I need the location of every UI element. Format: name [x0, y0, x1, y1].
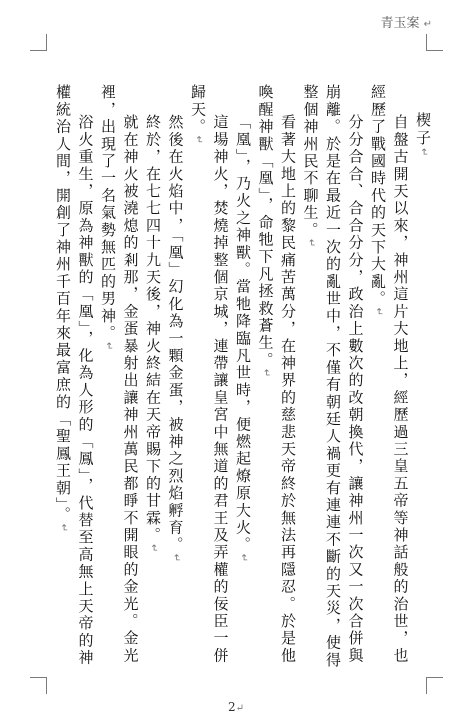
paragraph-mark-icon: ↵	[235, 703, 245, 714]
paragraph: 分分合合、合合分分，政治上數次的改朝換代，讓神州一次又一次合併與崩離。於是在最近一次的亂世中，不僅有朝廷人禍更有連連不斷的天災，使得整個神州民不聊生。↵	[301, 84, 365, 669]
paragraph: 然後在火焰中，「凰」幻化為一顆金蛋，被神之烈焰孵育。↵	[166, 114, 185, 565]
paragraph-mark-icon: ↵	[260, 368, 272, 380]
paragraph-mark-icon: ↵	[373, 307, 384, 319]
paragraph: 浴火重生，原為神獸的「凰」，化為人形的「鳳」，代替至高無上天帝的神權統治人間，開創了神州千百年來最富庶的「聖鳳王朝」。↵	[54, 84, 95, 667]
paragraph-mark-icon: ↵	[238, 553, 249, 565]
paragraph-mark-icon: ↵	[193, 135, 204, 147]
paragraph-mark-icon: ↵	[148, 544, 159, 555]
paragraph: 自盤古開天以來，神州這片大地上，經歷過三皇五帝等神話般的治世，也經歷了戰國時代的天下大亂。↵	[369, 84, 410, 665]
page-header	[380, 12, 432, 31]
paragraph-mark-icon: ↵	[103, 342, 114, 353]
paragraph: 這場神火，焚燒掉整個京城，連帶讓皇宮中無道的君王及弄權的佞臣一併歸天。↵	[189, 84, 230, 665]
crop-mark-top-left	[30, 34, 47, 51]
crop-mark-top-right	[426, 34, 443, 51]
paragraph: 看著大地上的黎民痛苦萬分，在神界的慈悲天帝終於無法再隱忍。於是他喚醒神獸「凰」，命牠下凡拯救蒼生。↵	[256, 84, 297, 665]
paragraph: 終於，在七七四十九天後，神火終結在天帝賜下的甘霖。↵	[144, 114, 162, 555]
crop-mark-bottom-left	[30, 677, 47, 694]
vertical-text-body[interactable]	[52, 84, 435, 674]
header-title: 青玉案	[380, 16, 420, 31]
chapter-title: 楔子↵	[414, 112, 432, 160]
crop-mark-bottom-right	[426, 677, 443, 694]
page-number: 2	[228, 700, 236, 714]
page-footer	[228, 700, 244, 714]
paragraph: 「凰」，乃火之神獸。當牠降臨凡世時，便燃起燎原大火。↵	[234, 114, 252, 565]
paragraph-mark-icon: ↵	[423, 19, 432, 30]
paragraph-mark-icon: ↵	[170, 553, 182, 565]
paragraph-mark-icon: ↵	[58, 523, 69, 535]
paragraph: 就在神火被澆熄的剎那，金蛋暴射出讓神州萬民都睜不開眼的金光。金光裡，出現了一名氣勢無匹的男神。↵	[99, 84, 140, 665]
paragraph-mark-icon: ↵	[418, 148, 429, 160]
paragraph-mark-icon: ↵	[305, 238, 317, 250]
